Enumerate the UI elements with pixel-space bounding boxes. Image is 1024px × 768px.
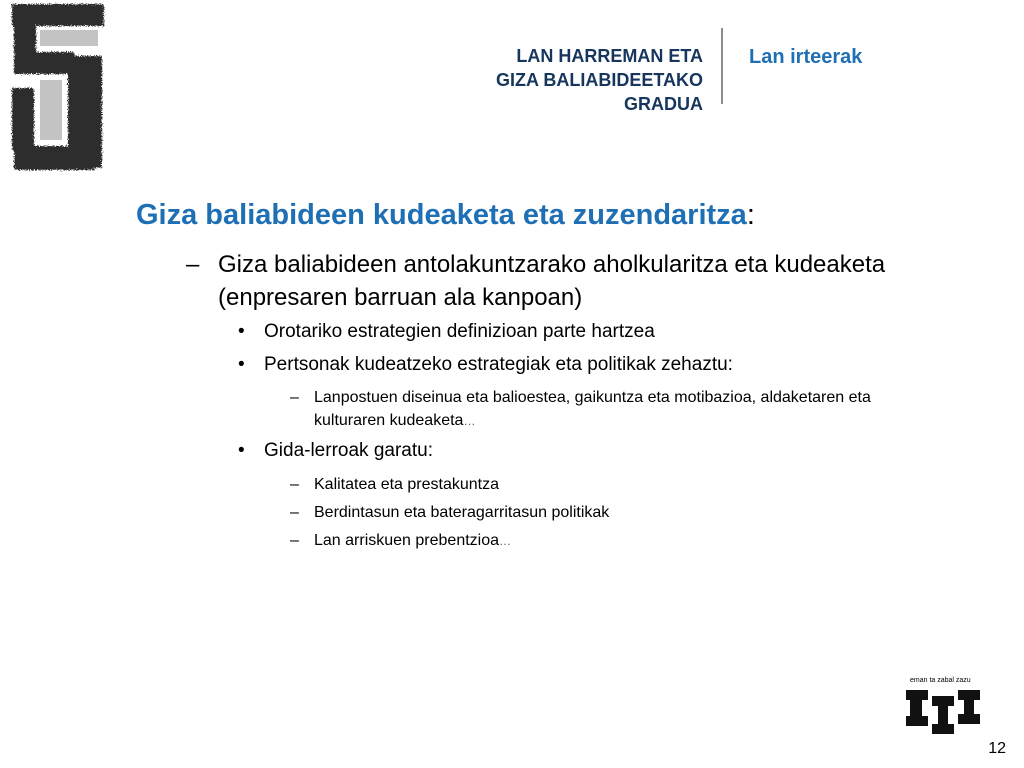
bullet-item — [238, 354, 733, 376]
sub-item-text: Kalitatea eta prestakuntza — [314, 476, 500, 493]
program-title — [403, 44, 703, 116]
bullet-item — [238, 440, 433, 462]
bullet-marker: • — [238, 440, 245, 461]
dash-marker: – — [290, 389, 299, 406]
slide-heading-text: Giza baliabideen kudeaketa eta zuzendaritza — [136, 199, 747, 231]
bullet-item-text: Gida-lerroak garatu: — [264, 440, 433, 461]
bullet-item — [238, 321, 655, 343]
section-label: Lan irteerak — [749, 46, 863, 68]
logo-motto: eman ta zabal zazu — [910, 677, 971, 684]
bullet-marker: • — [238, 354, 245, 375]
dash-marker: – — [290, 476, 299, 493]
dash-marker: – — [290, 504, 299, 521]
upv-ehu-logo-icon — [904, 676, 984, 738]
level1-item-text: Giza baliabideen antolakuntzarako aholkularitza eta kudeaketa (enpresaren barruan ala kanpoan) — [218, 251, 886, 311]
ellipsis: … — [499, 534, 512, 548]
sub-item — [290, 501, 890, 524]
slide-heading — [136, 199, 755, 232]
sub-item-text: Lan arriskuen prebentzioa — [314, 532, 500, 549]
sub-item-text: Lanpostuen diseinua eta balioestea, gaikuntza eta motibazioa, aldaketaren eta kulturaren kudeaketa — [314, 389, 871, 429]
sub-item — [290, 473, 890, 496]
program-title-line: GRADUA — [624, 94, 703, 114]
bullet-item-text: Orotariko estrategien definizioan parte hartzea — [264, 321, 655, 342]
bullet-marker: • — [238, 321, 245, 342]
sub-item — [290, 529, 890, 553]
slide-heading-colon: : — [746, 199, 755, 231]
sub-item — [290, 386, 890, 433]
grunge-number-5-icon — [4, 0, 108, 176]
page-number: 12 — [988, 740, 1006, 757]
bullet-item-text: Pertsonak kudeatzeko estrategiak eta politikak zehaztu: — [264, 354, 733, 375]
level1-item — [186, 248, 906, 314]
dash-marker: – — [186, 251, 200, 278]
program-title-line: GIZA BALIABIDEETAKO — [496, 70, 703, 90]
program-title-line: LAN HARREMAN ETA — [516, 46, 703, 66]
ellipsis: … — [463, 414, 476, 428]
sub-item-text: Berdintasun eta bateragarritasun politikak — [314, 504, 610, 521]
dash-marker: – — [290, 532, 299, 549]
header-divider — [721, 28, 723, 104]
